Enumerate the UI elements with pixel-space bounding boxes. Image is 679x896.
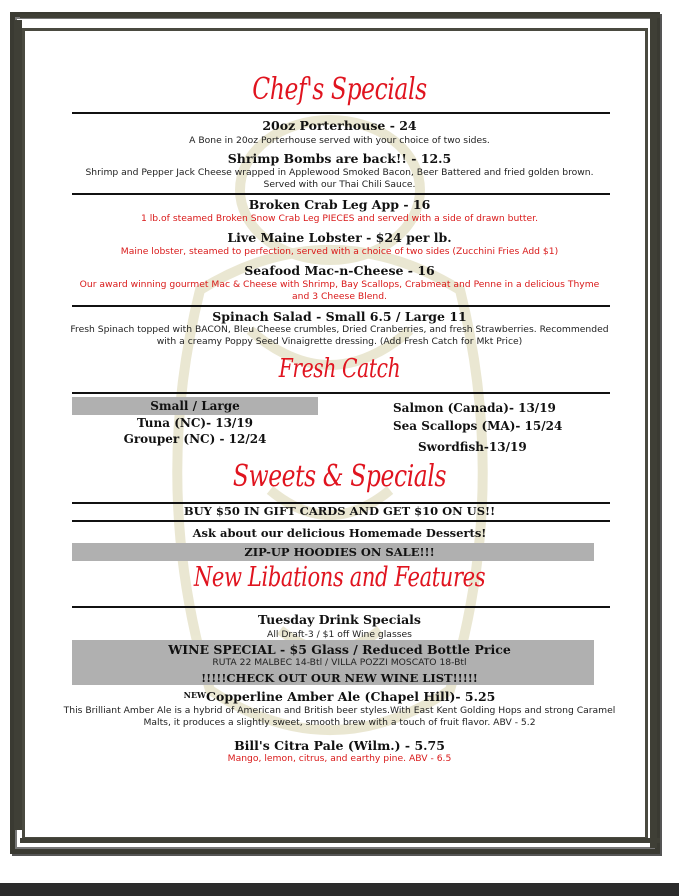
divider <box>72 193 610 195</box>
wine-special-desc: RUTA 22 MALBEC 14-Btl / VILLA POZZI MOSCATO 18-Btl <box>212 657 467 668</box>
catch-item: Tuna (NC)- 13/19 <box>136 416 254 430</box>
menu-item-title: Shrimp Bombs are back!! - 12.5 <box>227 151 452 166</box>
border-streak <box>14 20 22 830</box>
menu-item-title: Broken Crab Leg App - 16 <box>248 197 431 212</box>
menu-item-desc: Maine lobster, steamed to perfection, served with a choice of two sides (Zucchini Fries Add $1) <box>120 246 559 257</box>
gift-card-promo: BUY $50 IN GIFT CARDS AND GET $10 ON US!! <box>183 504 496 518</box>
catch-item: Sea Scallops (MA)- 15/24 <box>393 419 563 433</box>
menu-item-title: Spinach Salad - Small 6.5 / Large 11 <box>212 309 467 324</box>
menu-item-title: Seafood Mac-n-Cheese - 16 <box>244 263 435 278</box>
menu-item-desc: Our award winning gourmet Mac & Cheese with Shrimp, Bay Scallops, Crabmeat and Penne in a delicious Thyme and 3 Cheese Blend. <box>79 279 600 302</box>
menu-item-title: Live Maine Lobster - $24 per lb. <box>227 230 452 245</box>
fresh-catch-heading: Fresh Catch <box>278 354 401 384</box>
desserts-note: Ask about our delicious Homemade Desserts! <box>192 526 487 540</box>
catch-item: Salmon (Canada)- 13/19 <box>393 401 556 415</box>
menu-item-desc: Fresh Spinach topped with BACON, Bleu Cheese crumbles, Dried Cranberries, and fresh Strawberries. Recommended with a creamy Poppy Seed Vinaigrette dressing. (Add Fresh Catch for Mkt Price) <box>70 324 609 347</box>
copperline-name: Copperline Amber Ale (Chapel Hill)- 5.25 <box>206 689 496 704</box>
menu-item-desc: A Bone in 20oz Porterhouse served with your choice of two sides. <box>189 135 490 146</box>
border-streak <box>650 18 657 848</box>
bottom-dark-bar <box>0 883 679 896</box>
divider <box>72 392 610 394</box>
copperline-title <box>0 689 679 704</box>
tuesday-title: Tuesday Drink Specials <box>258 612 421 627</box>
divider <box>72 112 610 114</box>
catch-item: Grouper (NC) - 12/24 <box>123 432 267 446</box>
tuesday-desc: All Draft-3 / $1 off Wine glasses <box>267 629 412 640</box>
catch-item: Swordfish-13/19 <box>418 440 527 454</box>
menu-item-desc: Shrimp and Pepper Jack Cheese wrapped in Applewood Smoked Bacon, Beer Battered and fried golden brown. Served with our Thai Chili Sauce. <box>85 167 594 190</box>
divider <box>72 305 610 307</box>
citra-desc: Mango, lemon, citrus, and earthy pine. ABV - 6.5 <box>227 753 452 764</box>
citra-title: Bill's Citra Pale (Wilm.) - 5.75 <box>234 738 445 753</box>
size-label: Small / Large <box>150 399 240 413</box>
wine-special-title: WINE SPECIAL - $5 Glass / Reduced Bottle Price <box>168 642 511 657</box>
wine-list-promo: !!!!!CHECK OUT OUR NEW WINE LIST!!!!! <box>201 671 478 685</box>
copperline-desc: This Brilliant Amber Ale is a hybrid of American and British beer styles.With East Kent Golding Hops and strong Caramel Malts, it produces a slightly sweet, smooth brew with a touch of fruit flavor. ABV - 5.2 <box>63 705 616 728</box>
new-tag: NEW <box>183 690 207 700</box>
border-streak <box>20 838 660 843</box>
chefs-specials-heading: Chef's Specials <box>252 72 427 107</box>
divider <box>72 520 610 522</box>
menu-item-title: 20oz Porterhouse - 24 <box>262 118 417 133</box>
hoodies-promo: ZIP-UP HOODIES ON SALE!!! <box>244 545 435 559</box>
libations-heading: New Libations and Features <box>193 562 486 593</box>
menu-item-desc: 1 lb.of steamed Broken Snow Crab Leg PIECES and served with a side of drawn butter. <box>140 213 539 224</box>
divider <box>72 606 610 608</box>
sweets-heading: Sweets & Specials <box>232 459 447 494</box>
border-streak <box>20 14 660 18</box>
